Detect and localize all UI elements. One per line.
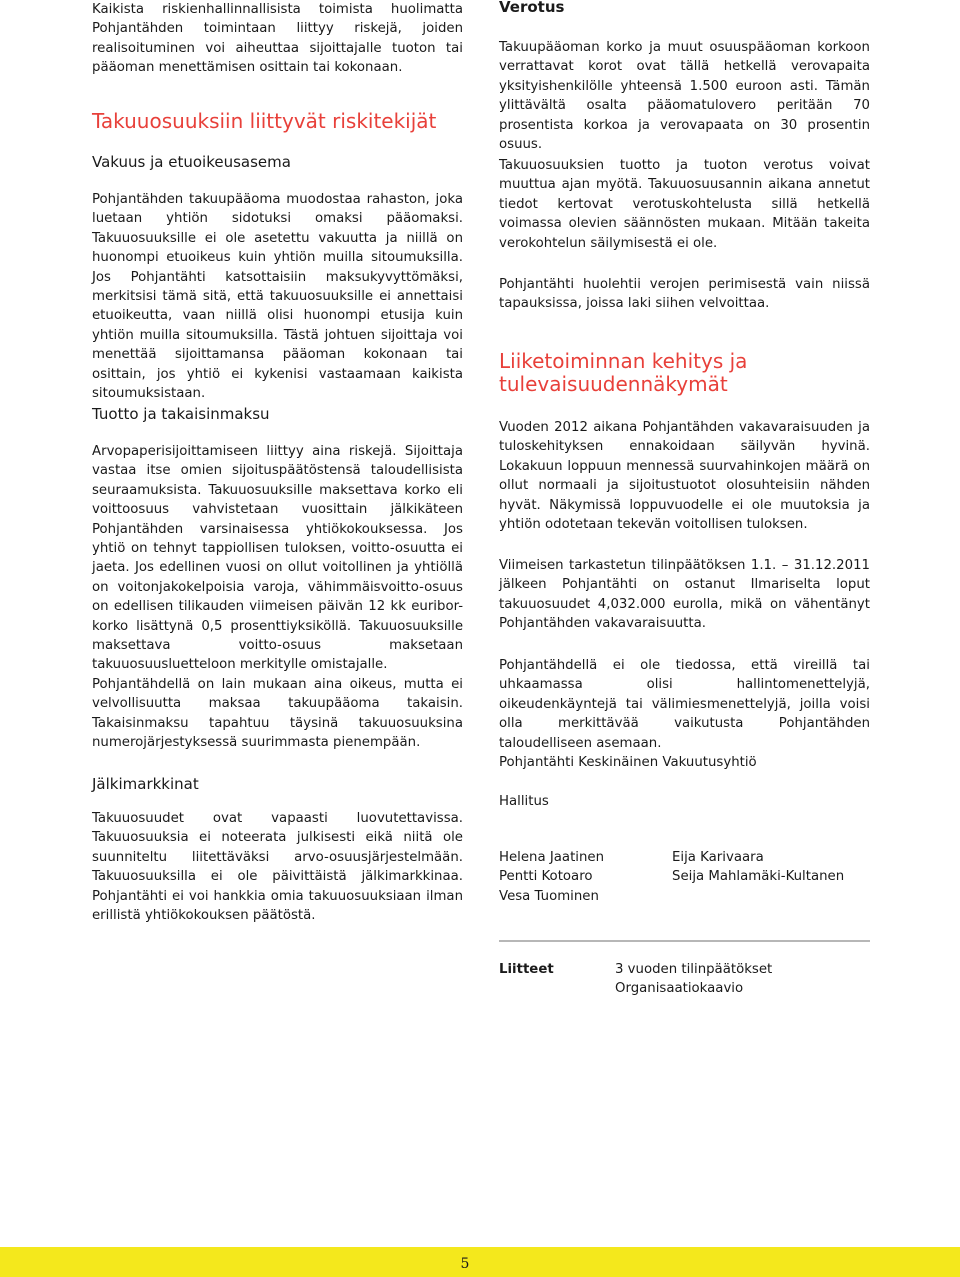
- footer-bar: [0, 1247, 960, 1277]
- board-member-name: Vesa Tuominen: [499, 888, 599, 904]
- taxation-heading: Verotus: [499, 0, 565, 16]
- board-names-left: [499, 848, 604, 906]
- repayment-paragraph: Pohjantähdellä on lain mukaan aina oikeus, mutta ei velvollisuutta maksaa takuupääoma takaisin. Takaisinmaksu tapahtuu täysinä takuuosuuksina numerojärjestyksessä suurimmasta pienempään.: [92, 677, 463, 751]
- outlook-paragraph-1: Vuoden 2012 aikana Pohjantähden vakavaraisuuden ja tuloskehityksen ennakoidaan säilyvän hyvinä. Lokakuun loppuun mennessä suurvahinkojen määrä on ollut normaali ja sijoitustuotot olosuhteisiin nähden hyvät. Näkymissä loppuvuodelle ei ole muutoksia ja yhtiön odotetaan tekevän voitollisen tuloksen.: [499, 420, 870, 533]
- taxation-paragraph-2: Takuuosuuksien tuotto ja tuoton verotus voivat muuttua ajan myötä. Takuuosuusannin aikana annetut tiedot kertovat verotuskohtelusta sillä hetkellä voimassa olevien säännösten mukaan. Mitään takeita verokohtelun säilymisestä ei ole.: [499, 158, 870, 251]
- attachments-label: Liitteet: [499, 962, 554, 977]
- board-member-name: Eija Karivaara: [672, 850, 764, 865]
- outlook-paragraph-2: Viimeisen tarkastetun tilinpäätöksen 1.1. – 31.12.2011 jälkeen Pohjantähti on ostanut Ilmariselta loput takuuosuudet 4,032.000 eurolla, mikä on vähentänyt Pohjantähden vakavaraisuutta.: [499, 558, 870, 632]
- board-names-right: [672, 848, 844, 887]
- risk-factors-heading: Takuuosuuksiin liittyvät riskitekijät: [92, 109, 437, 133]
- outlook-paragraph-3: Pohjantähdellä ei ole tiedossa, että vireillä tai uhkaamassa olisi hallintomenettelyjä, oikeudenkäyntejä tai välimiesmenettelyjä, joilla voisi olla merkittävää vaikutusta Pohjantähden taloudelliseen asemaan.: [499, 658, 870, 751]
- secondary-market-heading: Jälkimarkkinat: [92, 775, 199, 793]
- return-heading: Tuotto ja takaisinmaksu: [92, 405, 270, 423]
- attachments-divider: [499, 940, 870, 942]
- page-number: 5: [460, 1256, 470, 1272]
- secondary-market-paragraph: Takuuosuudet ovat vapaasti luovutettavissa. Takuuosuuksia ei noteerata julkisesti eikä niitä ole suunniteltu liitettäväksi arvo-osuusjärjestelmään. Takuuosuuksilla ei ole päivittäistä jälkimarkkinaa. Pohjantähti ei voi hankkia omia takuuosuuksiaan ilman erillistä yhtiökokouksen päätöstä.: [92, 811, 463, 924]
- taxation-paragraph-1: Takuupääoman korko ja muut osuuspääoman korkoon verrattavat korot ovat tällä hetkellä verovapaita yksityishenkilölle yhteensä 1.500 euroon asti. Tämän ylittävältä osalta pääomatulovero peritään 70 prosentista korkoa ja verovapaata on 30 prosentin osuus.: [499, 40, 870, 153]
- security-heading: Vakuus ja etuoikeusasema: [92, 153, 291, 171]
- return-paragraph: Arvopaperisijoittamiseen liittyy aina riskejä. Sijoittaja vastaa itse omien sijoituspäätöstensä taloudellisista seuraamuksista. Takuuosuuksille maksettava korko eli voittoosuus vahvistetaan vuosittain jälkikäteen Pohjantähden varsinaisessa yhtiökokouksessa. Jos yhtiö on tehnyt tappiollisen tuloksen, voitto-osuutta ei jaeta. Jos edellinen vuosi on ollut voitollinen ja yhtiöllä on voitonjakokelpoisia varoja, vähimmäisvoitto-osuus on edellisen tilikauden viimeisen päivän 12 kk euribor-korko lisättynä 0,5 prosenttiyksiköllä. Takuuosuuksille maksettava voitto-osuus maksetaan takuuosuusluetteloon merkitylle omistajalle.: [92, 444, 463, 673]
- attachment-item: Organisaatiokaavio: [615, 981, 744, 997]
- outlook-heading: Liiketoiminnan kehitys ja tulevaisuudennäkymät: [499, 349, 748, 396]
- taxation-paragraph-3: Pohjantähti huolehtii verojen perimisestä vain niissä tapauksissa, joissa laki siihen velvoittaa.: [499, 277, 870, 312]
- board-member-name: Pentti Kotoaro: [499, 869, 593, 885]
- intro-paragraph: Kaikista riskienhallinnallisista toimista huolimatta Pohjantähden toimintaan liittyy riskejä, joiden realisoituminen voi aiheuttaa sijoittajalle tuoton tai pääoman menettämisen osittain tai kokonaan.: [92, 2, 463, 76]
- company-name: Pohjantähti Keskinäinen Vakuutusyhtiö: [499, 755, 757, 770]
- board-member-name: Helena Jaatinen: [499, 850, 605, 865]
- security-paragraph: Pohjantähden takuupääoma muodostaa rahaston, joka luetaan yhtiön sidotuksi omaksi pääomaksi. Takuuosuuksille ei ole asetettu vakuutta ja niillä on huonompi etuoikeus kuin yhtiön muilla sitoumuksilla. Jos Pohjantähti katsottaisiin maksukyvyttömäksi, merkitsisi tämä sitä, että takuuosuuksille ei annettaisi etuoikeutta, vaan niillä olisi huonompi etusija kuin yhtiön muilla sitoumuksilla. Tästä johtuen sijoittaja voi menettää sijoittamansa pääoman kokonaan tai osittain, jos yhtiö ei kykenisi vastaamaan kaikista sitoumuksistaan.: [92, 192, 463, 402]
- board-label: Hallitus: [499, 794, 549, 809]
- attachments-list: [615, 960, 772, 999]
- board-member-name: Seija Mahlamäki-Kultanen: [672, 869, 845, 885]
- attachment-item: 3 vuoden tilinpäätökset: [615, 962, 773, 977]
